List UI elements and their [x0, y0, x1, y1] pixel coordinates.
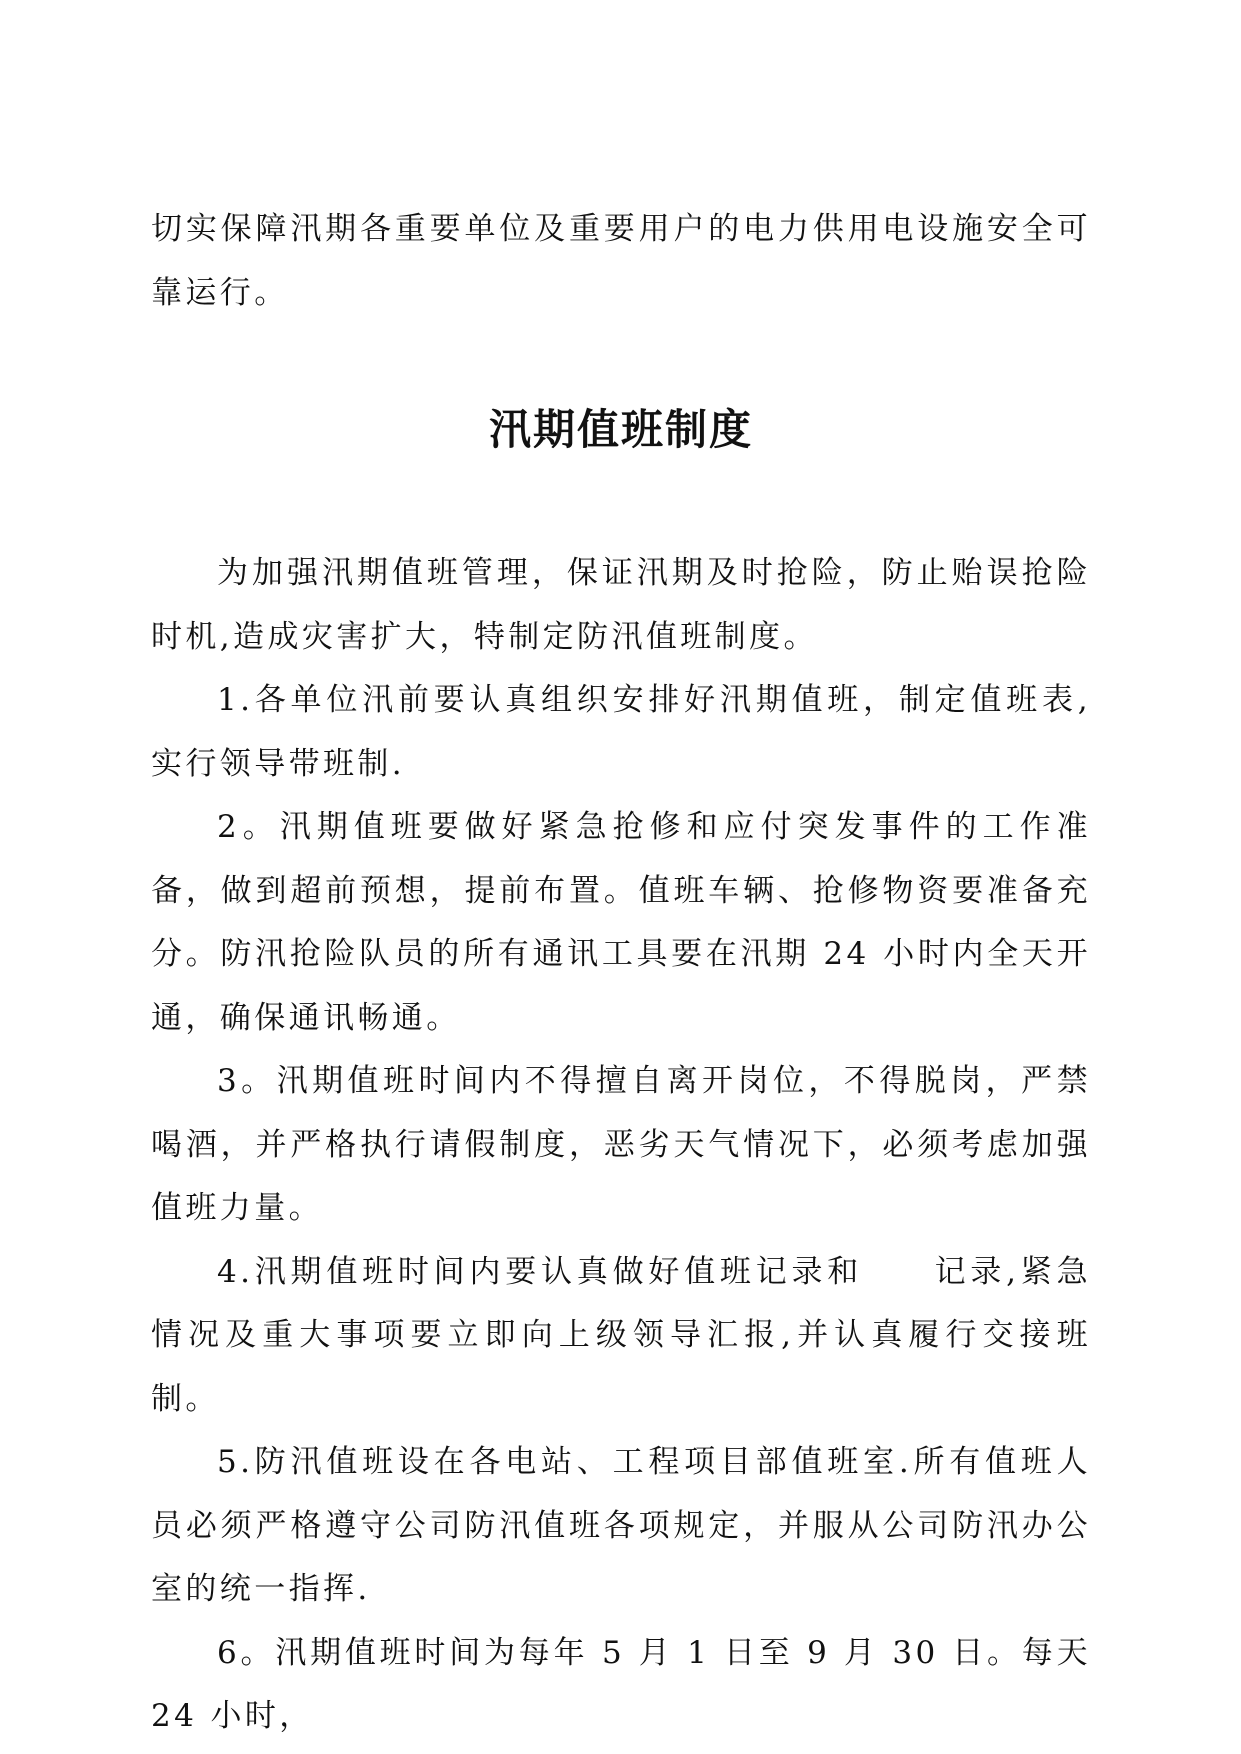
intro-paragraph: 为加强汛期值班管理，保证汛期及时抢险，防止贻误抢险时机,造成灾害扩大，特制定防汛值班制度。 — [151, 555, 1091, 655]
rule-item-3: 3。汛期值班时间内不得擅自离开岗位，不得脱岗，严禁喝酒，并严格执行请假制度，恶劣天气情况下，必须考虑加强值班力量。 — [151, 1063, 1091, 1226]
rule-item-4: 4.汛期值班时间内要认真做好值班记录和 记录,紧急情况及重大事项要立即向上级领导汇报,并认真履行交接班制。 — [151, 1253, 1091, 1417]
rule-item-1: 1.各单位汛前要认真组织安排好汛期值班，制定值班表,实行领导带班制. — [151, 682, 1091, 782]
body-text — [151, 542, 1091, 1749]
rule-item-5: 5.防汛值班设在各电站、工程项目部值班室.所有值班人员必须严格遵守公司防汛值班各项规定，并服从公司防汛办公室的统一指挥. — [151, 1444, 1091, 1607]
carry-over-paragraph: 切实保障汛期各重要单位及重要用户的电力供用电设施安全可靠运行。 — [151, 211, 1091, 311]
document-title: 汛期值班制度 — [488, 405, 753, 454]
rule-item-2: 2。汛期值班要做好紧急抢修和应付突发事件的工作准备，做到超前预想，提前布置。值班车辆、抢修物资要准备充分。防汛抢险队员的所有通讯工具要在汛期 24 小时内全天开通，确保通讯畅通。 — [151, 809, 1091, 1036]
rule-item-6: 6。汛期值班时间为每年 5 月 1 日至 9 月 30 日。每天 24 小时， — [151, 1634, 1091, 1734]
